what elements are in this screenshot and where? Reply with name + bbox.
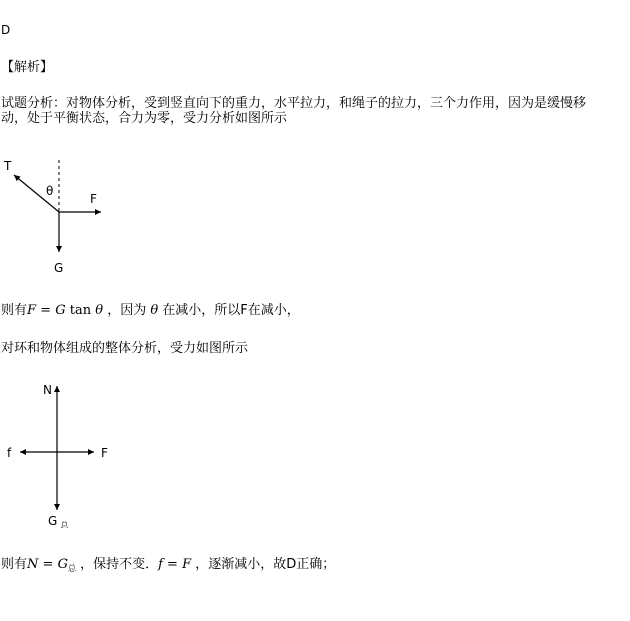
formula-line-2 [1, 557, 335, 576]
formula2-middle-text: ，保持不变． [75, 557, 159, 572]
force-diagram-1 [0, 155, 120, 275]
analysis-line-1: 试题分析：对物体分析，受到竖直向下的重力，水平拉力，和绳子的拉力，三个力作用，因为是缓慢移 [1, 96, 587, 111]
formula2-prefix: 则有 [1, 557, 28, 572]
formula-theta-2: θ [150, 303, 159, 318]
formula2-equals-2: = [162, 557, 183, 572]
answer-letter: D [1, 23, 11, 37]
analysis-line-2: 动，处于平衡状态，合力为零，受力分析如图所示 [1, 111, 288, 126]
label-T: T [4, 159, 12, 173]
formula-theta: θ [95, 303, 104, 318]
force-diagram-2 [0, 378, 125, 528]
formula-F: F [27, 303, 37, 318]
label-G-total [48, 514, 69, 528]
label-G: G [54, 261, 64, 275]
label-F: F [90, 192, 97, 206]
formula2-equals: = [38, 557, 58, 572]
formula2-N: N [27, 557, 39, 572]
formula-equals: = [36, 303, 56, 318]
formula2-F: F [182, 557, 192, 572]
label-f: f [7, 446, 12, 460]
formula-suffix: 在减小，所以F在减小， [158, 303, 300, 318]
label-G-2: G [48, 514, 58, 528]
label-theta: θ [46, 184, 54, 198]
label-G-total-sub: 总 [60, 521, 69, 528]
analysis-heading: 【解析】 [1, 60, 54, 75]
whole-analysis-line: 对环和物体组成的整体分析，受力如图所示 [1, 341, 249, 356]
formula2-G-sub: 总 [67, 564, 76, 573]
formula2-f: f [158, 557, 163, 572]
formula2-G: G [57, 557, 68, 572]
formula2-suffix: ，逐渐减小，故D正确； [191, 557, 336, 572]
label-N: N [43, 383, 52, 397]
formula-G: G [55, 303, 66, 318]
formula-prefix: 则有 [1, 303, 28, 318]
formula-line-1 [1, 303, 300, 318]
formula-middle-text: ，因为 [103, 303, 147, 318]
formula-tan: tan [65, 303, 96, 318]
label-F-2: F [101, 446, 108, 460]
